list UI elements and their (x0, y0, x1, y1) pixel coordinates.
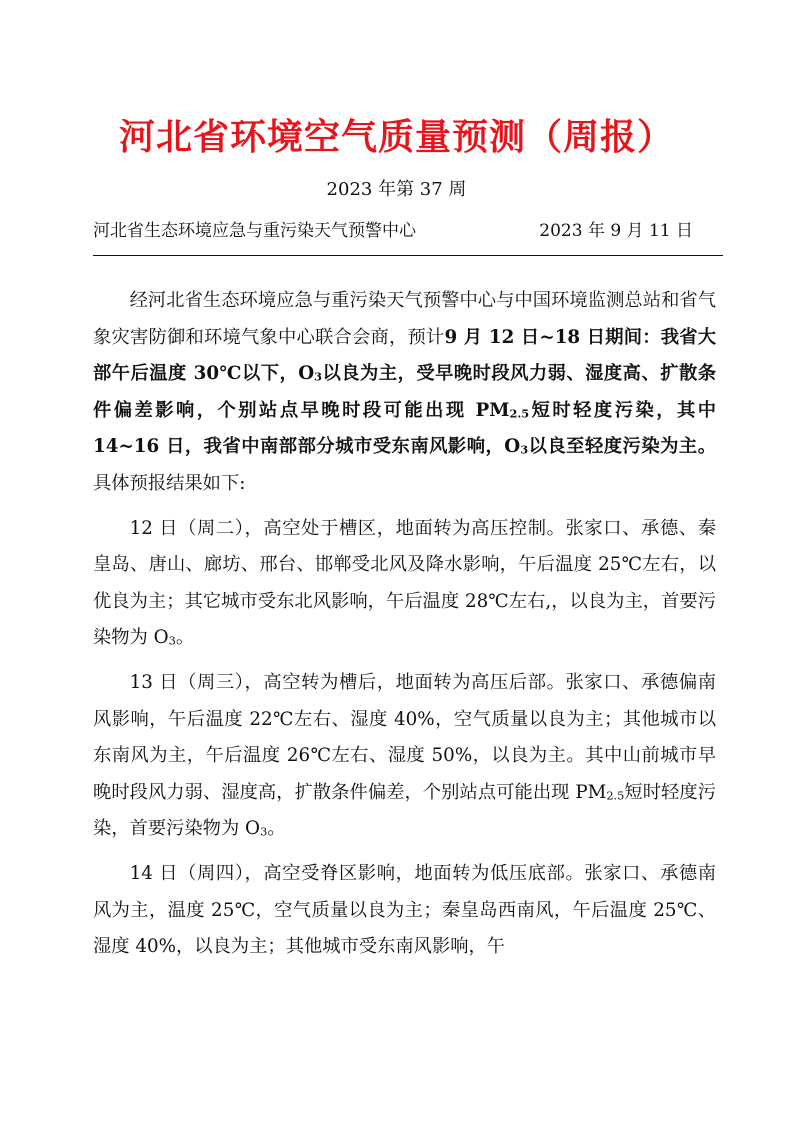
summary-outro: 具体预报结果如下: (93, 472, 246, 494)
pm25-subscript: 2.5 (606, 788, 625, 803)
summary-paragraph (93, 283, 716, 503)
day-forecast-12 (93, 511, 716, 657)
summary-bold-3: 短时轻度污染，其中 14~16 日，我省中南部部分城市受东南风影响，O (93, 399, 717, 458)
report-body (93, 283, 716, 974)
day-text: 13 日（周三），高空转为槽后，地面转为高压后部。张家口、承德偏南风影响，午后温度 22℃左右、湿度 40%，空气质量以良为主；其他城市以东南风为主，午后温度 26℃左右、湿度 50%，以良为主。其中山前城市早晚时段风力弱、湿度高，扩散条件偏差，个别站点可能出现 PM (93, 671, 716, 803)
issuer-row (93, 216, 693, 246)
day-text: 12 日（周二），高空处于槽区，地面转为高压控制。张家口、承德、秦皇岛、唐山、廊坊、邢台、邯郸受北风及降水影响，午后温度 25℃左右，以优良为主；其它城市受东北风影响，午后温度 28℃左右,，以良为主，首要污染物为 O (93, 517, 716, 649)
ozone-subscript: 3 (520, 443, 529, 458)
summary-bold-1: 9 月 12 日~18 日期间：我省大部午后温度 30℃以下，O (93, 326, 716, 385)
header-divider (93, 255, 723, 256)
summary-bold-2: 以良为主，受早晚时段风力弱、湿度高、扩散条件偏差影响，个别站点早晚时段可能出现 PM (93, 363, 717, 421)
ozone-subscript: 3 (314, 369, 323, 384)
ozone-subscript: 3 (168, 634, 176, 649)
day-forecast-14 (93, 856, 716, 966)
issue-date: 2023 年 9 月 11 日 (539, 221, 693, 241)
day-text: 短时轻度污染，首要污染物为 O (93, 781, 716, 840)
ozone-subscript: 3 (260, 825, 268, 839)
day-text: 。 (175, 627, 195, 649)
issuing-agency: 河北省生态环境应急与重污染天气预警中心 (93, 221, 416, 241)
week-number: 2023 年第 37 周 (326, 179, 467, 200)
day-text: 14 日（周四），高空受脊区影响，地面转为低压底部。张家口、承德南风为主，温度 25℃，空气质量以良为主；秦皇岛西南风，午后温度 25℃、湿度 40%，以良为主；其他城市受东南风影响，午 (93, 862, 716, 958)
day-forecast-13 (93, 665, 716, 848)
summary-intro: 经河北省生态环境应急与重污染天气预警中心与中国环境监测总站和省气象灾害防御和环境气象中心联合会商，预计 (93, 290, 716, 348)
day-text: 。 (267, 818, 286, 840)
summary-bold-4: 以良至轻度污染为主。 (528, 436, 716, 458)
pm25-subscript: 2.5 (509, 406, 530, 421)
report-title: 河北省环境空气质量预测（周报） (118, 116, 674, 158)
